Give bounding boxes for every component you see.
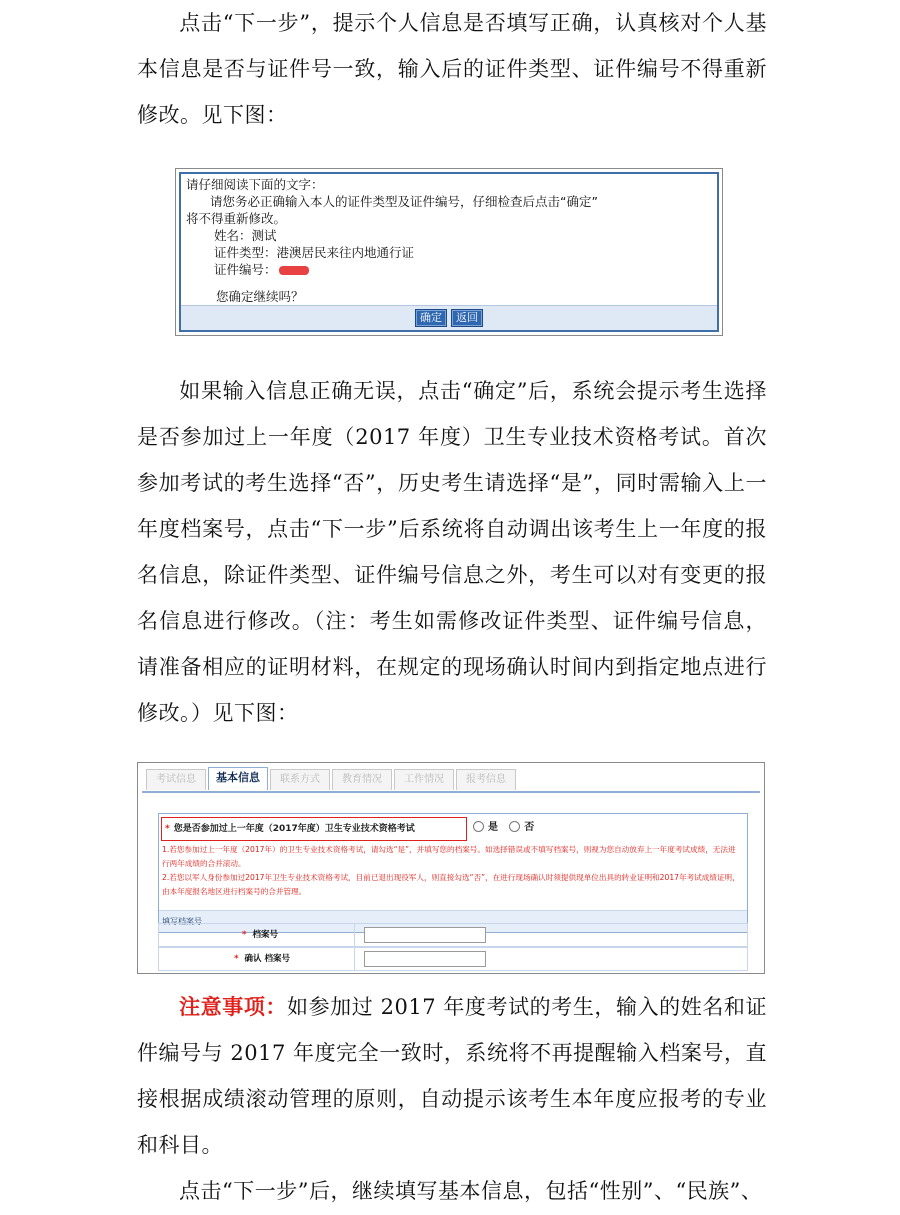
dialog-id-number-line: [186, 261, 716, 278]
tab-application[interactable]: 报考信息: [456, 769, 516, 790]
notice-label: 注意事项：: [179, 994, 288, 1019]
tab-work[interactable]: 工作情况: [394, 769, 454, 790]
dialog-confirm-question: 您确定继续吗？: [216, 289, 304, 304]
required-mark: *: [242, 930, 247, 940]
question-text: 您是否参加过上一年度（2017年度）卫生专业技术资格考试: [173, 824, 415, 834]
note-2: 2.若您以军人身份参加过2017年卫生专业技术资格考试，目前已退出现役军人，则直接勾选“否”，在进行现场确认时须提供现单位出具的转业证明和2017年考试成绩证明，由本年度报名地区进行档案号的合并管理。: [162, 873, 740, 896]
archive-number-input[interactable]: [364, 927, 486, 943]
red-notes: [162, 843, 742, 899]
yes-label: 是: [488, 822, 498, 833]
previous-exam-section: [158, 813, 748, 933]
archive-number-row: [158, 923, 748, 947]
tab-basic-info[interactable]: 基本信息: [208, 767, 268, 790]
dialog-id-number-label: 证件编号：: [214, 262, 277, 277]
confirm-archive-number-label: * 确认 档案号: [159, 948, 355, 970]
dialog-line-3: 将不得重新修改。: [186, 211, 287, 226]
previous-exam-radio-group: [473, 820, 542, 836]
required-mark: *: [165, 824, 170, 834]
next-step-text: 点击“下一步”后，继续填写基本信息，包括“性别”、“民族”、: [179, 1179, 763, 1203]
explanation-paragraph: [137, 368, 767, 736]
intro-text: 点击“下一步”，提示个人信息是否填写正确，认真核对个人基本信息是否与证件号一致，输入后的证件类型、证件编号不得重新修改。见下图：: [137, 11, 767, 127]
no-label: 否: [524, 822, 535, 833]
intro-paragraph: [137, 0, 767, 138]
registration-form-figure: [137, 762, 765, 974]
no-radio[interactable]: [509, 821, 520, 832]
notice-paragraph: [137, 984, 767, 1168]
redaction-mark: [279, 266, 309, 275]
dialog-name-line: 姓名：测试: [214, 228, 277, 243]
archive-section-header: 填写档案号: [159, 910, 747, 932]
back-button[interactable]: 返回: [451, 309, 483, 327]
confirm-archive-number-input[interactable]: [364, 951, 486, 967]
yes-radio[interactable]: [473, 821, 484, 832]
tab-contact[interactable]: 联系方式: [270, 769, 330, 790]
previous-exam-question: [161, 817, 467, 841]
explanation-text: 如果输入信息正确无误，点击“确定”后，系统会提示考生选择是否参加过上一年度（2017 年度）卫生专业技术资格考试。首次参加考试的考生选择“否”，历史考生请选择“是”，同时需输入上一年度档案号，点击“下一步”后系统将自动调出该考生上一年度的报名信息，除证件类型、证件编号信息之外，考生可以对有变更的报名信息进行修改。（注：考生如需修改证件类型、证件编号信息，请准备相应的证明材料，在规定的现场确认时间内到指定地点进行修改。）见下图：: [137, 379, 767, 725]
dialog-line-1: 请仔细阅读下面的文字：: [186, 177, 324, 192]
confirm-dialog: [179, 172, 719, 332]
dialog-id-type-line: 证件类型：港澳居民来往内地通行证: [214, 245, 415, 260]
dialog-message: [186, 176, 716, 305]
confirm-archive-number-row: [158, 947, 748, 971]
dialog-footer: [181, 305, 717, 330]
dialog-line-2: 请您务必正确输入本人的证件类型及证件编号，仔细检查后点击“确定”: [210, 194, 598, 209]
next-step-paragraph: [137, 1168, 767, 1214]
notice-text: 如参加过 2017 年度考试的考生，输入的姓名和证件编号与 2017 年度完全一致时，系统将不再提醒输入档案号，直接根据成绩滚动管理的原则，自动提示该考生本年度应报考的专业和科目。: [137, 995, 768, 1157]
note-1: 1.若您参加过上一年度（2017年）的卫生专业技术资格考试，请勾选“是”，并填写您的档案号。如选择错误或不填写档案号，则视为您自动放弃上一年度考试成绩，无法进行两年成绩的合并滚动。: [162, 845, 736, 868]
ok-button[interactable]: 确定: [415, 309, 447, 327]
tab-exam-info[interactable]: 考试信息: [146, 769, 206, 790]
archive-number-label: * 档案号: [159, 924, 355, 946]
confirm-dialog-figure: [175, 168, 723, 336]
tab-education[interactable]: 教育情况: [332, 769, 392, 790]
form-tab-bar: [142, 767, 760, 793]
required-mark: *: [234, 954, 239, 964]
